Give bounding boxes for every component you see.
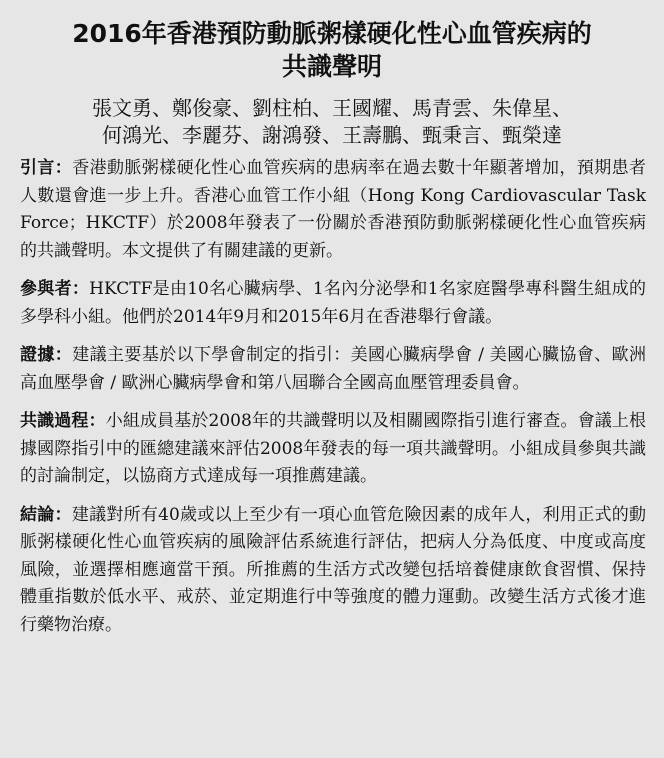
section-text: 建議對所有40歲或以上至少有一項心血管危險因素的成年人，利用正式的動脈粥樣硬化性心血管疾病的風險評估系統進行評估，把病人分為低度、中度或高度風險，並選擇相應適當干預。所推薦的生活方式改變包括培養健康飲食習慣、保持體重指數於低水平、戒菸、並定期進行中等強度的體力運動。改變生活方式後才進行藥物治療。 — [20, 504, 646, 635]
abstract-sections — [0, 149, 664, 639]
article-title — [0, 0, 664, 83]
author-line: 張文勇、鄭俊豪、劉柱柏、王國耀、馬青雲、朱偉星、 — [92, 96, 572, 120]
author-line: 何鴻光、李麗芬、謝鴻發、王壽鵬、甄秉言、甄榮達 — [102, 123, 562, 147]
section-consensus-process — [20, 408, 646, 491]
title-line: 2016年香港預防動脈粥樣硬化性心血管疾病的 — [72, 19, 592, 48]
section-text: 香港動脈粥樣硬化性心血管疾病的患病率在過去數十年顯著增加，預期患者人數還會進一步上升。香港心血管工作小組（Hong Kong Cardiovascular Task Force；HKCTF）於2008年發表了一份關於香港預防動脈粥樣硬化性心血管疾病的共識聲明。本文提供了有關建議的更新。 — [20, 158, 647, 261]
section-label: 結論： — [20, 504, 72, 525]
section-text: 建議主要基於以下學會制定的指引：美國心臟病學會 / 美國心臟協會、歐洲高血壓學會 / 歐洲心臟病學會和第八屆聯合全國高血壓管理委員會。 — [20, 345, 647, 393]
section-evidence — [20, 342, 646, 397]
section-introduction — [20, 155, 646, 265]
author-list — [0, 95, 664, 149]
section-label: 證據： — [20, 345, 73, 365]
section-text: HKCTF是由10名心臟病學、1名內分泌學和1名家庭醫學專科醫生組成的多學科小組。他們於2014年9月和2015年6月在香港舉行會議。 — [20, 279, 646, 327]
section-text: 小組成員基於2008年的共識聲明以及相關國際指引進行審查。會議上根據國際指引中的匯總建議來評估2008年發表的每一項共識聲明。小組成員參與共識的討論制定，以協商方式達成每一項推薦建議。 — [20, 411, 647, 486]
section-label: 共識過程： — [20, 411, 106, 431]
section-label: 參與者： — [20, 279, 90, 299]
section-label: 引言： — [20, 158, 73, 178]
section-conclusions — [20, 502, 646, 640]
section-participants — [20, 276, 646, 331]
title-line: 共識聲明 — [281, 52, 382, 81]
